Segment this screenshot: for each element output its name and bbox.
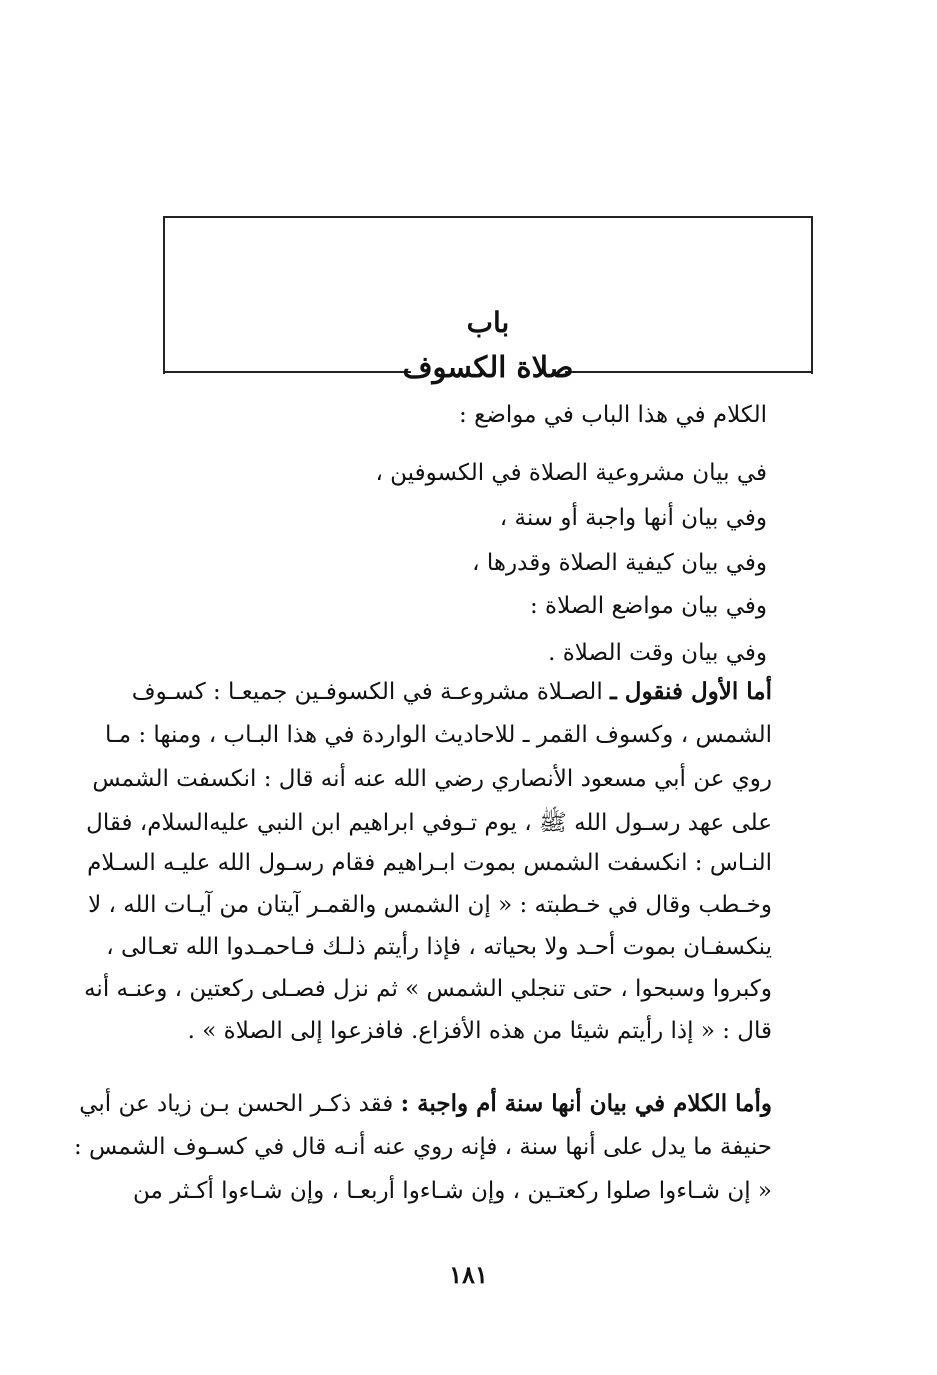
- paragraph-1-lead: أما الأول فنقول ـ: [610, 678, 772, 705]
- topic-item-4: وفي بيان مواضع الصلاة :: [530, 593, 767, 619]
- topic-item-1: في بيان مشروعية الصلاة في الكسوفين ،: [375, 460, 767, 486]
- intro-line: الكلام في هذا الباب في مواضع :: [459, 402, 767, 428]
- chapter-title: صلاة الكسوف: [402, 350, 574, 384]
- topic-item-5: وفي بيان وقت الصلاة .: [548, 640, 767, 666]
- paragraph-1-line-7: ينكسفـان بموت أحـد ولا بحياته ، فإذا رأيتم ذلـك فـاحمـدوا الله تعـالى ،: [106, 934, 772, 960]
- paragraph-1-line-3: روي عن أبي مسعود الأنصاري رضي الله عنه أنه قال : انكسفت الشمس: [92, 766, 772, 792]
- paragraph-2-lead: وأما الكلام في بيان أنها سنة أم واجبة :: [400, 1090, 772, 1117]
- paragraph-1: [73, 0, 772, 1375]
- paragraph-1-line-6: وخـطب وقال في خـطبته : « إن الشمس والقمـر آيتان من آيـات الله ، لا: [88, 892, 772, 918]
- page-number: ١٨١: [449, 1260, 488, 1289]
- paragraph-1-line-8: وكبروا وسبحوا ، حتى تنجلي الشمس » ثم نزل فصـلى ركعتين ، وعنـه أنه: [84, 976, 772, 1002]
- paragraph-2-line-1: [79, 1090, 772, 1117]
- paragraph-1-line-5: النـاس : انكسفت الشمس بموت ابـراهيم فقام رسـول الله عليـه السـلام: [87, 850, 772, 876]
- paragraph-2-first-rest: فقد ذكـر الحسن بـن زياد عن أبي: [79, 1091, 394, 1117]
- paragraph-2-line-3: « إن شـاءوا صلوا ركعتـين ، وإن شـاءوا أربعـا ، وإن شـاءوا أكـثر من: [133, 1178, 772, 1204]
- paragraph-1-line-2: الشمس ، وكسوف القمر ـ للاحاديث الواردة في هذا البـاب ، ومنها : مـا: [104, 722, 772, 748]
- topic-item-3: وفي بيان كيفية الصلاة وقدرها ،: [472, 550, 767, 576]
- paragraph-1-first-rest: الصـلاة مشروعـة في الكسوفـين جميعـا : كسـوف: [131, 679, 603, 705]
- paragraph-1-last-line: قال : « إذا رأيتم شيئا من هذه الأفزاع. فافزعوا إلى الصلاة » .: [187, 1018, 772, 1044]
- paragraph-1-line-1: [131, 678, 772, 705]
- paragraph-1-line-4: على عهد رسـول الله ﷺ ، يوم تـوفي ابراهيم ابن النبي عليه‌السلام، فقال: [86, 810, 772, 836]
- chapter-label: باب: [466, 306, 510, 339]
- topic-item-2: وفي بيان أنها واجبة أو سنة ،: [499, 505, 767, 531]
- paragraph-2-line-2: حنيفة ما يدل على أنها سنة ، فإنه روي عنه أنـه قال في كسـوف الشمس :: [73, 1134, 772, 1160]
